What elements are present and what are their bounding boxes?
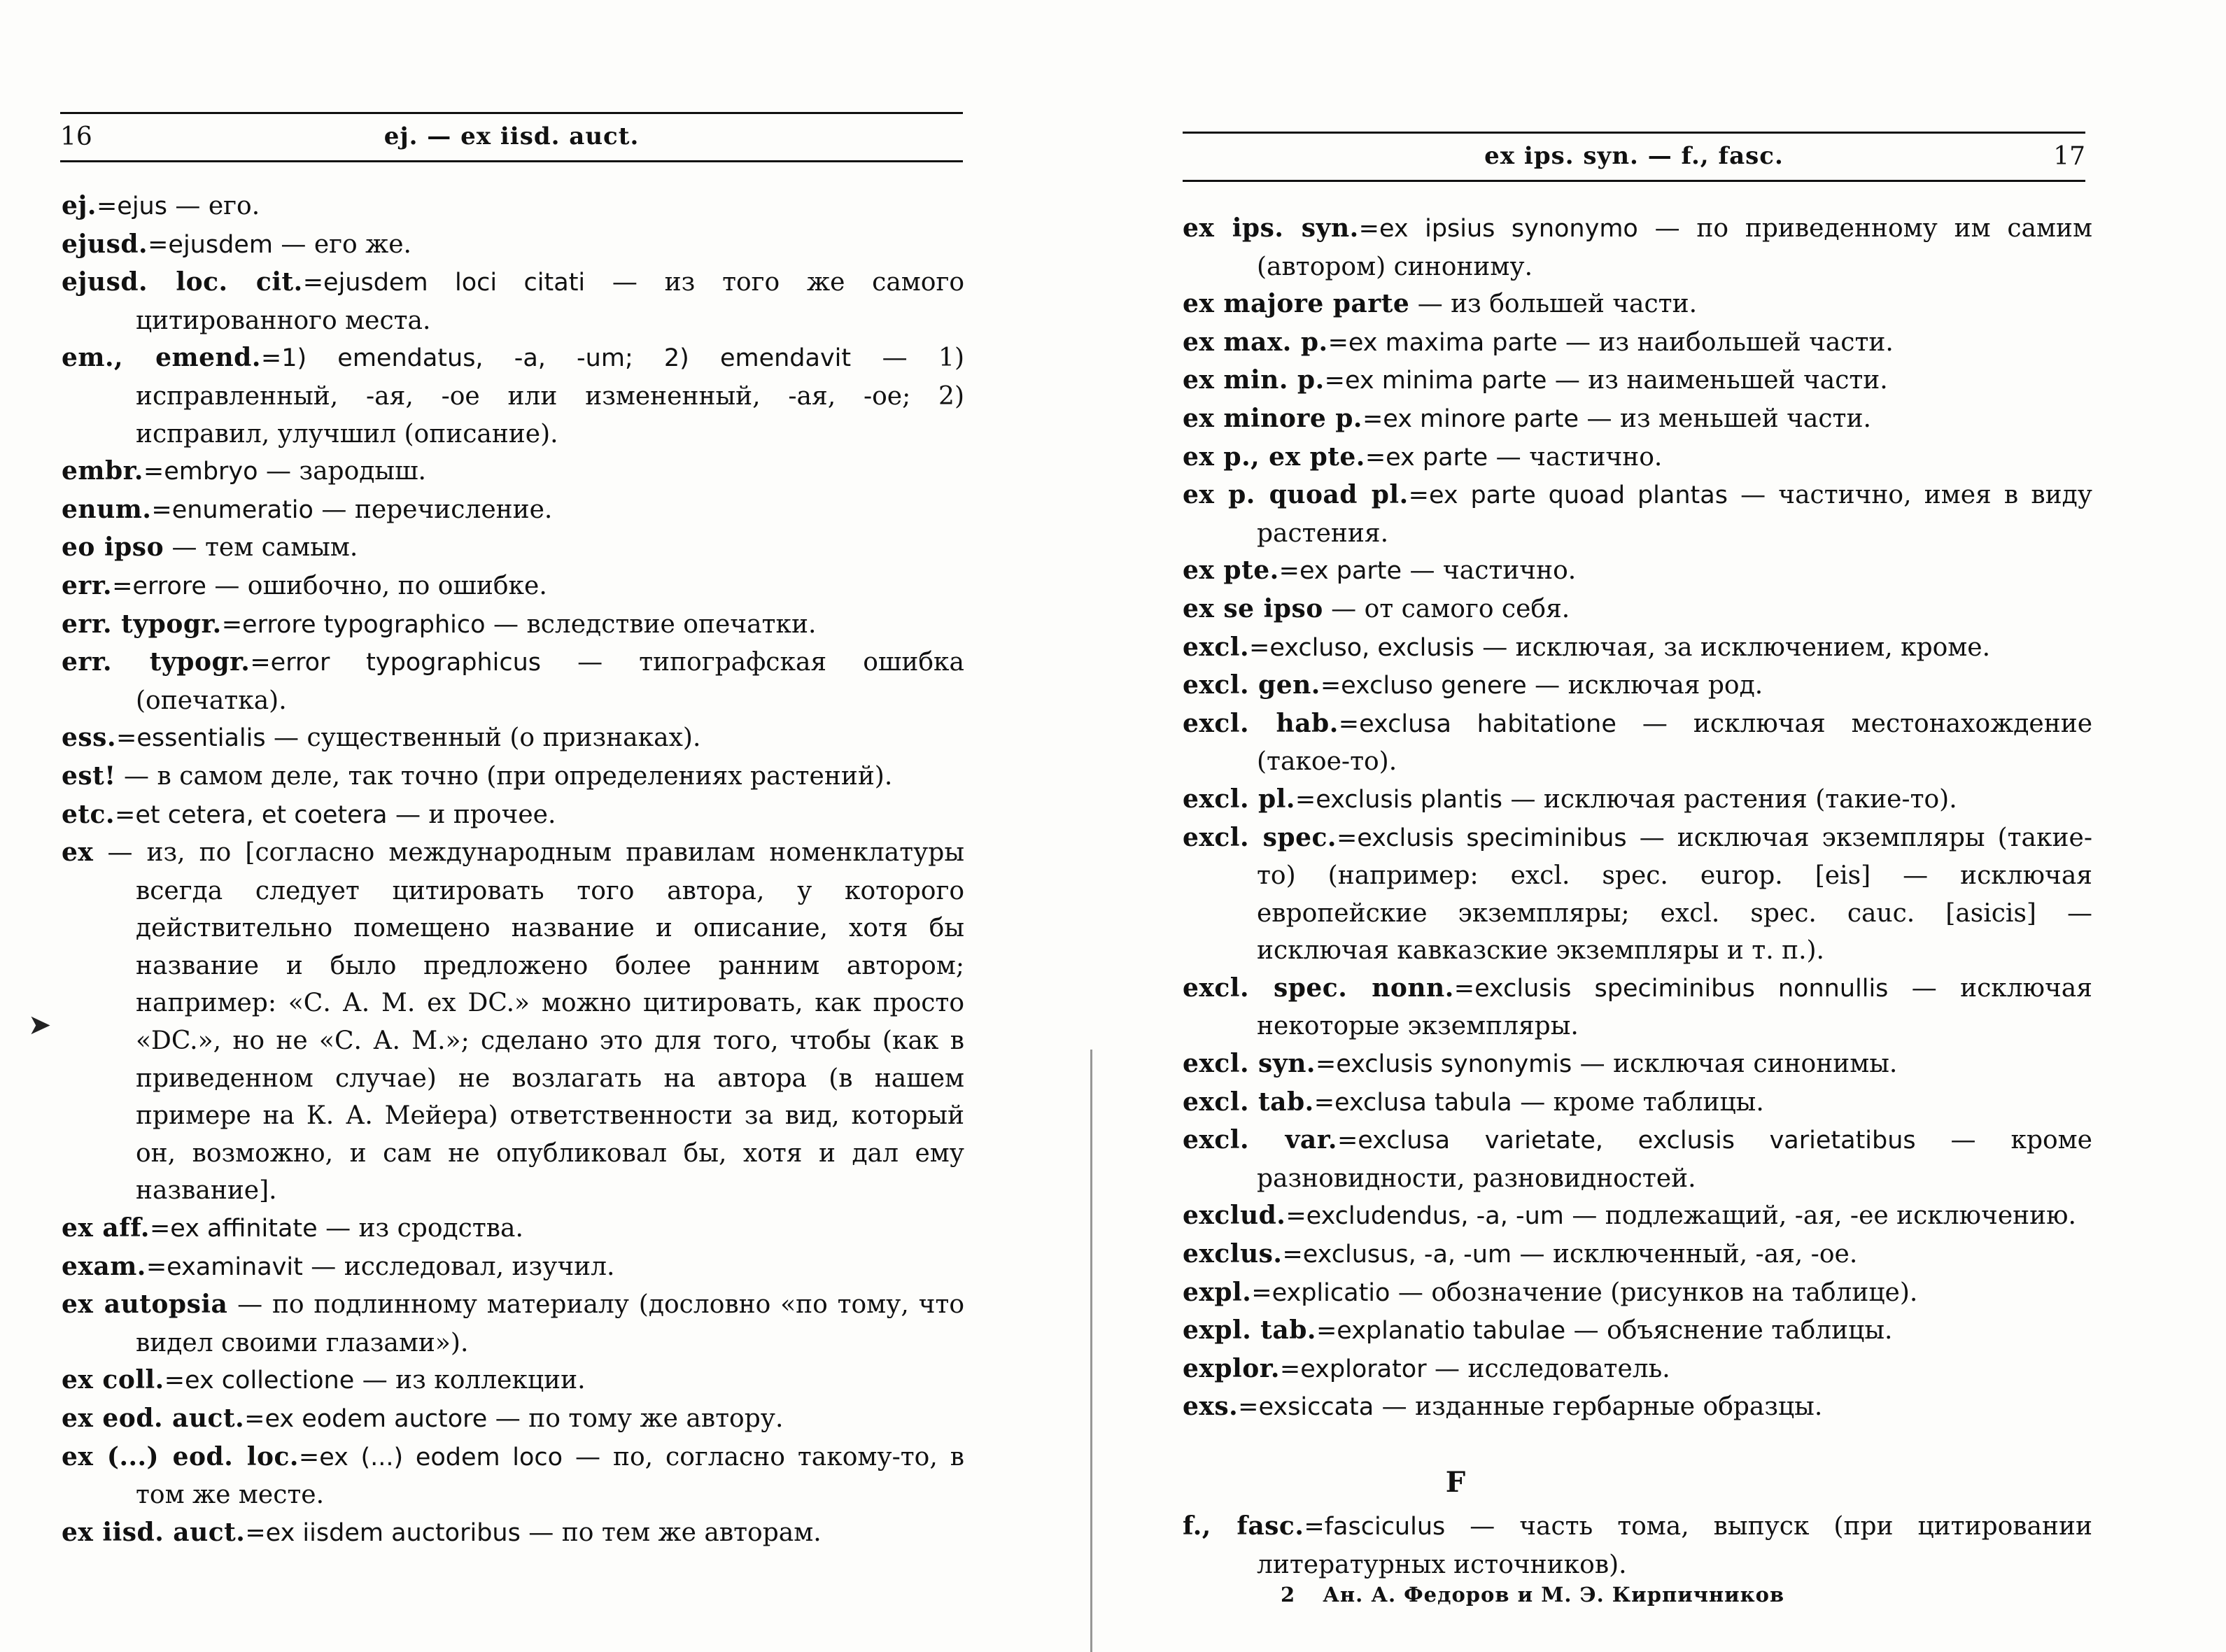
section-letter: F (1445, 1466, 1466, 1499)
left-running-head (60, 112, 963, 162)
entry-translation: — часть тома, выпуск (при цитировании литературных источников). (1257, 1512, 2092, 1579)
entry-latin-expansion: =1) emendatus, -a, -um; 2) emendavit (260, 344, 852, 373)
entry-headword: ex pte. (1183, 556, 1279, 586)
entry-headword: etc. (62, 799, 115, 829)
entry-headword: ex minore p. (1183, 403, 1362, 433)
entry-headword: ejusd. loc. cit. (62, 267, 303, 297)
entry-headword: exam. (62, 1251, 146, 1281)
entry-headword: ex coll. (62, 1365, 164, 1395)
entry-translation: — по приведенному им самим (автором) синониму. (1257, 214, 2092, 281)
entry-headword: ex aff. (62, 1213, 150, 1243)
dictionary-entry (62, 264, 964, 339)
right-entries (1183, 210, 2092, 1427)
entry-headword: ejusd. (62, 229, 148, 259)
entry-latin-expansion: =explorator (1279, 1355, 1427, 1383)
dictionary-entry (62, 758, 964, 796)
dictionary-entry (1183, 1084, 2092, 1122)
dictionary-entry (62, 226, 964, 264)
entry-headword: excl. tab. (1183, 1087, 1314, 1117)
dictionary-entry (1183, 552, 2092, 591)
entry-latin-expansion: =ex collectione (164, 1367, 355, 1395)
left-running-title: ej. — ex iisd. auct. (383, 122, 640, 150)
entry-latin-expansion: =exclusa varietate, exclusis varietatibus (1337, 1127, 1916, 1155)
dictionary-entry (62, 453, 964, 491)
dictionary-entry (62, 719, 964, 758)
entry-translation: — частично. (1488, 442, 1663, 472)
dictionary-entry (62, 1210, 964, 1248)
entry-latin-expansion: =error typographicus (250, 649, 542, 677)
entry-headword: eo ipso (62, 532, 164, 563)
entry-headword: err. typogr. (62, 609, 222, 639)
dictionary-entry (62, 1514, 964, 1553)
dictionary-entry (1183, 400, 2092, 439)
signature-authors: Ан. А. Федоров и М. Э. Кирпичников (1323, 1583, 1785, 1607)
entry-latin-expansion: =explicatio (1251, 1278, 1390, 1307)
dictionary-entry (1183, 362, 2092, 400)
entry-translation: — исключая род. (1526, 671, 1763, 700)
entry-headword: ex p., ex pte. (1183, 442, 1365, 472)
entry-latin-expansion: =ex parte (1365, 443, 1488, 472)
entry-translation: — частично. (1402, 556, 1577, 586)
dictionary-entry (1183, 439, 2092, 477)
entry-translation: — по, согласно такому-то, в том же месте. (136, 1442, 964, 1510)
dictionary-entry (62, 606, 964, 644)
left-entries (62, 188, 964, 1552)
entry-translation: — по подлинному материалу (дословно «по тому, что видел своими глазами»). (136, 1290, 964, 1357)
entry-headword: em., emend. (62, 343, 261, 373)
entry-translation: — из того же самого цитированного места. (136, 268, 964, 335)
entry-translation: — по тому же автору. (487, 1404, 784, 1433)
entry-headword: ex min. p. (1183, 365, 1325, 395)
dictionary-entry (62, 644, 964, 719)
entry-translation: — изданные гербарные образцы. (1374, 1392, 1823, 1422)
entry-translation: — исключая, за исключением, кроме. (1474, 633, 1991, 662)
entry-translation: — исключая некоторые экземпляры. (1257, 973, 2092, 1041)
entry-headword: ej. (62, 191, 97, 220)
entry-translation: — в самом деле, так точно (при определениях растений). (115, 761, 893, 791)
entry-headword: exs. (1183, 1392, 1239, 1422)
entry-latin-expansion: =ex ipsius synonymo (1358, 215, 1638, 243)
entry-headword: ex (...) eod. loc. (62, 1441, 299, 1471)
entry-latin-expansion: =exclusus, -a, -um (1282, 1241, 1512, 1269)
entry-latin-expansion: =exclusis plantis (1295, 785, 1502, 814)
dictionary-entry (1183, 629, 2092, 668)
dictionary-entry (1183, 210, 2092, 285)
entry-translation: — исключая экземпляры (такие-то) (например: excl. spec. europ. [eis] — исключая европейские экземпляры; excl. spec. cauc. [asicis] — исключая кавказские экземпляры и т. п.). (1257, 823, 2092, 966)
dictionary-entry (62, 1400, 964, 1439)
dictionary-entry (1183, 476, 2092, 552)
dictionary-entry (1183, 324, 2092, 362)
dictionary-entry (1183, 591, 2092, 629)
entry-headword: est! (62, 761, 116, 791)
entry-headword: exclud. (1183, 1201, 1286, 1231)
entry-latin-expansion: =errore typographico (221, 610, 486, 639)
entry-latin-expansion: =ejusdem (148, 230, 273, 259)
entry-headword: expl. tab. (1183, 1315, 1316, 1346)
dictionary-entry (1183, 781, 2092, 819)
entry-latin-expansion: =ex iisdem auctoribus (245, 1518, 521, 1547)
section-entries (1183, 1508, 2092, 1583)
entry-headword: ex autopsia (62, 1290, 228, 1320)
entry-latin-expansion: =ex maxima parte (1327, 328, 1558, 357)
dictionary-entry (1183, 667, 2092, 705)
entry-latin-expansion: =ex eodem auctore (244, 1405, 488, 1433)
entry-latin-expansion: =excluso, exclusis (1249, 633, 1474, 662)
dictionary-entry (1183, 1388, 2092, 1427)
entry-latin-expansion: =ex minima parte (1324, 367, 1547, 395)
entry-translation: — кроме разновидности, разновидностей. (1257, 1126, 2092, 1193)
entry-headword: ex (62, 838, 94, 868)
entry-translation: — из большей части. (1409, 290, 1698, 319)
entry-translation: — объяснение таблицы. (1565, 1316, 1893, 1346)
entry-translation: — его же. (272, 230, 411, 259)
entry-translation: — 1) исправленный, -ая, -ое или измененный, -ая, -ое; 2) исправил, улучшил (описание). (136, 344, 964, 449)
entry-translation: — из, по [согласно международным правилам номенклатуры всегда следует цитировать того автора, у которого действительно помещено название и описание, хотя бы название и было предложено более ранним автором; например: «С. А. М. ex DC.» можно цитировать, как просто «DC.», но не «С. А. М.»; сделано это для того, чтобы (как в приведенном случае) не возлагать на автора (в нашем примере на К. А. Мейера) ответственности за вид, который он, возможно, и сам не опубликовал бы, хотя и дал ему название]. (93, 838, 964, 1206)
entry-translation: — по тем же авторам. (520, 1518, 822, 1547)
dictionary-entry (62, 796, 964, 835)
right-running-title: ex ips. syn. — f., fasc. (1484, 142, 1784, 170)
entry-headword: ex max. p. (1183, 327, 1328, 357)
signature-number: 2 (1281, 1583, 1296, 1607)
dictionary-entry (1183, 1236, 2092, 1274)
entry-headword: excl. spec. nonn. (1183, 973, 1454, 1003)
entry-latin-expansion: =exclusa habitatione (1338, 709, 1616, 738)
entry-translation: — от самого себя. (1323, 594, 1570, 623)
entry-latin-expansion: =fasciculus (1304, 1513, 1446, 1541)
entry-headword: f., fasc. (1183, 1511, 1304, 1541)
entry-headword: ex eod. auct. (62, 1404, 245, 1433)
dictionary-entry (1183, 1045, 2092, 1084)
entry-translation: — частично, имея в виду растения. (1257, 481, 2092, 548)
entry-translation: — его. (167, 192, 260, 220)
entry-headword: explor. (1183, 1353, 1280, 1383)
entry-latin-expansion: =enumeratio (151, 495, 314, 524)
entry-headword: ex ips. syn. (1183, 213, 1359, 243)
entry-translation: — кроме таблицы. (1512, 1087, 1764, 1117)
entry-latin-expansion: =embryo (143, 458, 258, 486)
entry-translation: — исключая синонимы. (1572, 1050, 1898, 1079)
dictionary-entry (1183, 1122, 2092, 1197)
entry-latin-expansion: =excluso genere (1320, 672, 1527, 700)
entry-latin-expansion: =examinavit (146, 1252, 303, 1281)
dictionary-entry (62, 339, 964, 453)
entry-latin-expansion: =excludendus, -a, -um (1285, 1202, 1564, 1231)
entry-latin-expansion: =exclusis synonymis (1315, 1050, 1572, 1079)
entry-translation: — из наибольшей части. (1557, 327, 1894, 357)
left-page-number: 16 (60, 122, 92, 151)
entry-headword: ex p. quoad pl. (1183, 480, 1409, 510)
entry-headword: ex se ipso (1183, 593, 1323, 623)
entry-latin-expansion: =errore (112, 572, 206, 600)
entry-translation: — исключенный, -ая, -ое. (1512, 1240, 1858, 1269)
entry-headword: expl. (1183, 1277, 1252, 1307)
entry-headword: excl. syn. (1183, 1049, 1316, 1079)
entry-translation: — обозначение (рисунков на таблице). (1390, 1278, 1918, 1307)
dictionary-entry (62, 1362, 964, 1400)
entry-headword: excl. pl. (1183, 784, 1295, 814)
margin-mark: ➤ (28, 1009, 52, 1041)
dictionary-entry (1183, 1274, 2092, 1313)
entry-latin-expansion: =ex parte (1278, 557, 1402, 586)
dictionary-entry (62, 834, 964, 1210)
entry-latin-expansion: =explanatio tabulae (1316, 1317, 1566, 1346)
dictionary-entry (62, 491, 964, 530)
entry-latin-expansion: =ejusdem loci citati (302, 269, 586, 297)
entry-latin-expansion: =ex minore parte (1362, 404, 1579, 433)
entry-translation: — из коллекции. (354, 1366, 586, 1395)
entry-translation: — типографская ошибка (опечатка). (136, 648, 964, 715)
entry-translation: — и прочее. (387, 800, 556, 829)
dictionary-entry (62, 188, 964, 226)
entry-headword: ex iisd. auct. (62, 1517, 246, 1547)
entry-headword: excl. hab. (1183, 708, 1339, 738)
dictionary-entry (62, 529, 964, 567)
dictionary-entry (1183, 970, 2092, 1045)
entry-headword: ess. (62, 723, 116, 753)
entry-translation: — перечисление. (313, 495, 553, 524)
entry-translation: — вследствие опечатки. (485, 609, 817, 639)
right-running-head (1183, 132, 2085, 182)
dictionary-entry (62, 1439, 964, 1514)
entry-translation: — исследовал, изучил. (302, 1252, 615, 1281)
signature-line (1281, 1583, 1804, 1607)
dictionary-entry (1183, 1350, 2092, 1389)
entry-headword: excl. spec. (1183, 822, 1337, 852)
entry-translation: — из наименьшей части. (1547, 366, 1888, 395)
entry-latin-expansion: =ex affinitate (149, 1215, 318, 1243)
dictionary-entry (62, 1286, 964, 1362)
left-page (0, 0, 1092, 1652)
entry-latin-expansion: =ex (...) eodem loco (298, 1443, 563, 1471)
dictionary-entry (62, 1248, 964, 1287)
entry-latin-expansion: =exclusa tabula (1313, 1088, 1512, 1117)
dictionary-entry (1183, 285, 2092, 324)
entry-translation: — из меньшей части. (1579, 404, 1871, 433)
entry-latin-expansion: =exclusis speciminibus (1336, 824, 1627, 852)
entry-headword: excl. gen. (1183, 670, 1320, 700)
dictionary-entry (1183, 705, 2092, 781)
entry-latin-expansion: =et cetera, et coetera (115, 800, 388, 829)
right-page (1092, 0, 2226, 1652)
entry-translation: — существенный (о признаках). (265, 723, 701, 753)
entry-translation: — из сродства. (317, 1214, 523, 1243)
entry-headword: excl. var. (1183, 1125, 1337, 1155)
entry-headword: enum. (62, 494, 152, 524)
entry-latin-expansion: =exclusis speciminibus nonnullis (1453, 974, 1889, 1003)
entry-headword: embr. (62, 456, 143, 486)
entry-latin-expansion: =ex parte quoad plantas (1408, 481, 1728, 510)
dictionary-entry (62, 567, 964, 606)
dictionary-entry (1183, 819, 2092, 970)
entry-translation: — зародыш. (258, 457, 426, 486)
entry-headword: exclus. (1183, 1239, 1283, 1269)
entry-translation: — исключая растения (такие-то). (1502, 784, 1957, 814)
entry-translation: — тем самым. (164, 533, 358, 563)
dictionary-entry (1183, 1508, 2092, 1583)
entry-headword: err. (62, 570, 113, 600)
dictionary-entry (1183, 1312, 2092, 1350)
entry-headword: ex majore parte (1183, 289, 1410, 319)
entry-translation: — ошибочно, по ошибке. (206, 571, 547, 600)
entry-latin-expansion: =essentialis (115, 724, 266, 753)
entry-headword: excl. (1183, 632, 1249, 662)
entry-translation: — подлежащий, -ая, -ее исключению. (1563, 1201, 2076, 1231)
right-page-number: 17 (2053, 142, 2085, 171)
dictionary-entry (1183, 1197, 2092, 1236)
entry-latin-expansion: =exsiccata (1238, 1393, 1374, 1422)
entry-translation: — исследователь. (1426, 1354, 1670, 1383)
entry-headword: err. typogr. (62, 647, 251, 677)
entry-translation: — исключая местонахождение (такое-то). (1257, 709, 2093, 777)
entry-latin-expansion: =ejus (96, 192, 167, 220)
